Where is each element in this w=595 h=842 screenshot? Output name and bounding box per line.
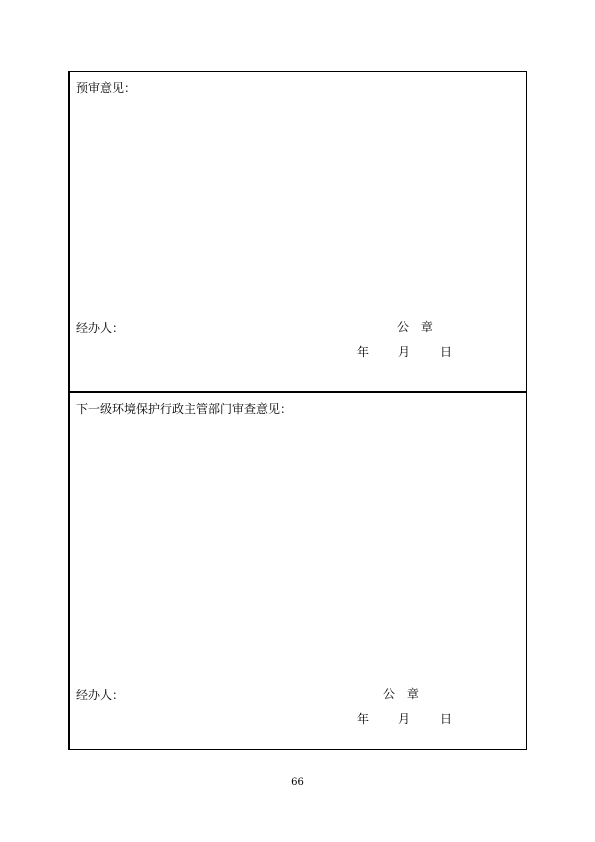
handler-label: 经办人： xyxy=(76,321,125,335)
date-day-label: 日 xyxy=(440,345,453,359)
official-seal-label: 公 章 xyxy=(397,320,433,334)
date-month-label: 月 xyxy=(398,712,411,726)
lower-level-review-heading: 下一级环境保护行政主管部门审查意见： xyxy=(76,402,293,416)
date-year-label: 年 xyxy=(357,345,370,359)
date-year-label: 年 xyxy=(357,712,370,726)
official-seal-label: 公 章 xyxy=(383,687,419,701)
preliminary-review-heading: 预审意见： xyxy=(76,81,137,95)
page-number: 66 xyxy=(291,777,304,788)
date-month-label: 月 xyxy=(398,345,411,359)
lower-level-review-section xyxy=(70,393,526,749)
preliminary-review-section xyxy=(70,72,526,391)
review-form-table xyxy=(68,71,527,750)
date-day-label: 日 xyxy=(440,712,453,726)
handler-label: 经办人： xyxy=(76,688,125,702)
